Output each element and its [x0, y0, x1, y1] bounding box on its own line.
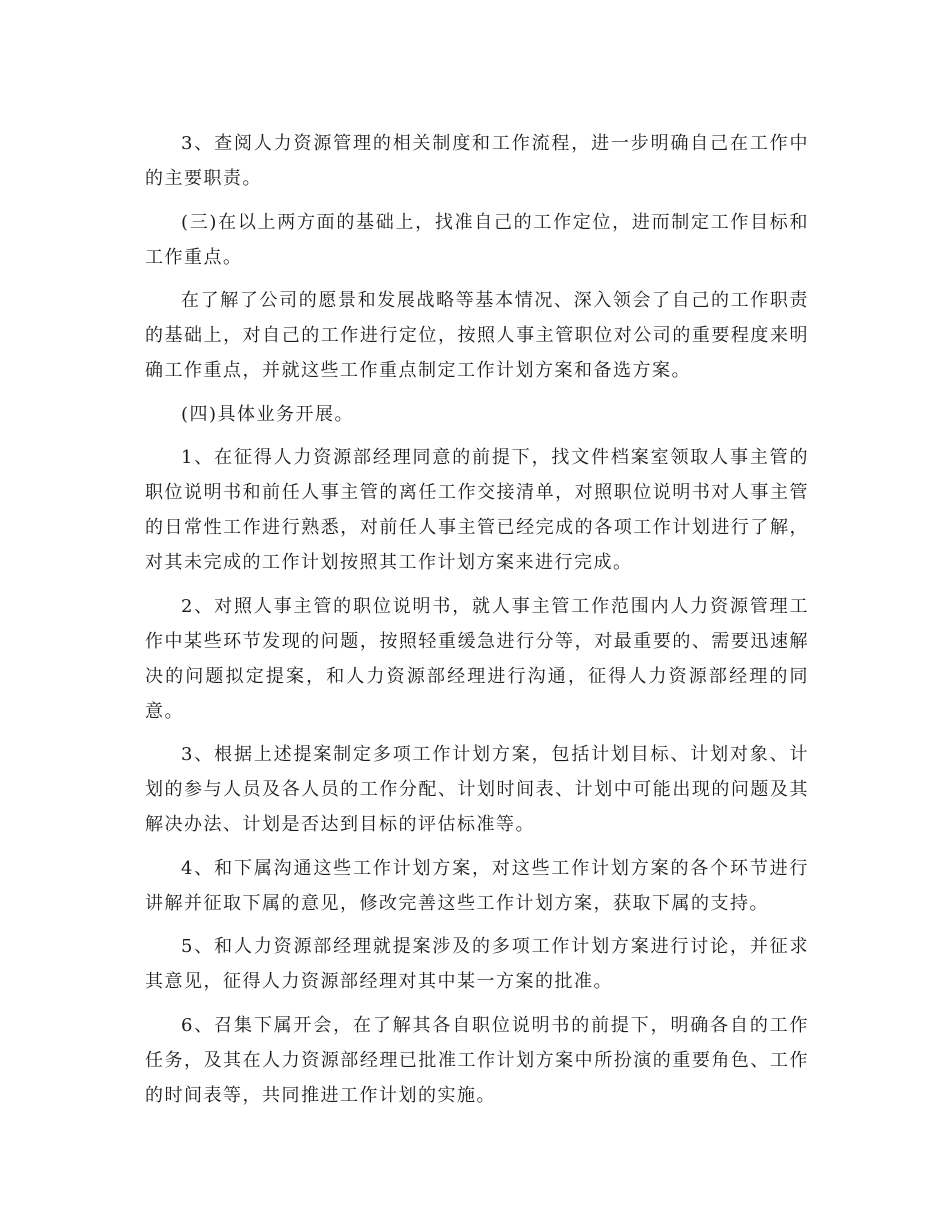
section-heading-4: (四)具体业务开展。	[181, 403, 355, 425]
paragraph-item-6: 6、召集下属开会，在了解其各自职位说明书的前提下，明确各自的工作任务，及其在人力资源部经理已批准工作计划方案中所扮演的重要角色、工作的时间表等，共同推进工作计划的实施。	[145, 1014, 809, 1106]
paragraph-item-3-plans: 3、根据上述提案制定多项工作计划方案，包括计划目标、计划对象、计划的参与人员及各人员的工作分配、计划时间表、计划中可能出现的问题及其解决办法、计划是否达到目标的评估标准等。	[145, 744, 809, 835]
section-heading-3: (三)在以上两方面的基础上，找准自己的工作定位，进而制定工作目标和工作重点。	[145, 211, 809, 268]
document-page	[145, 126, 809, 1121]
paragraph-item-4: 4、和下属沟通这些工作计划方案，对这些工作计划方案的各个环节进行讲解并征取下属的意见，修改完善这些工作计划方案，获取下属的支持。	[145, 857, 809, 914]
paragraph-item-2: 2、对照人事主管的职位说明书，就人事主管工作范围内人力资源管理工作中某些环节发现的问题，按照轻重缓急进行分等，对最重要的、需要迅速解决的问题拟定提案，和人力资源部经理进行沟通，征得人力资源部经理的同意。	[145, 595, 809, 722]
paragraph-item-5: 5、和人力资源部经理就提案涉及的多项工作计划方案进行讨论，并征求其意见，征得人力资源部经理对其中某一方案的批准。	[145, 936, 809, 992]
paragraph-positioning: 在了解了公司的愿景和发展战略等基本情况、深入领会了自己的工作职责的基础上，对自己的工作进行定位，按照人事主管职位对公司的重要程度来明确工作重点，并就这些工作重点制定工作计划方案和备选方案。	[145, 290, 809, 381]
paragraph-item-3-duties: 3、查阅人力资源管理的相关制度和工作流程，进一步明确自己在工作中的主要职责。	[145, 133, 809, 189]
paragraph-item-1: 1、在征得人力资源部经理同意的前提下，找文件档案室领取人事主管的职位说明书和前任人事主管的离任工作交接清单，对照职位说明书对人事主管的日常性工作进行熟悉，对前任人事主管已经完成的各项工作计划进行了解，对其未完成的工作计划按照其工作计划方案来进行完成。	[145, 447, 809, 573]
